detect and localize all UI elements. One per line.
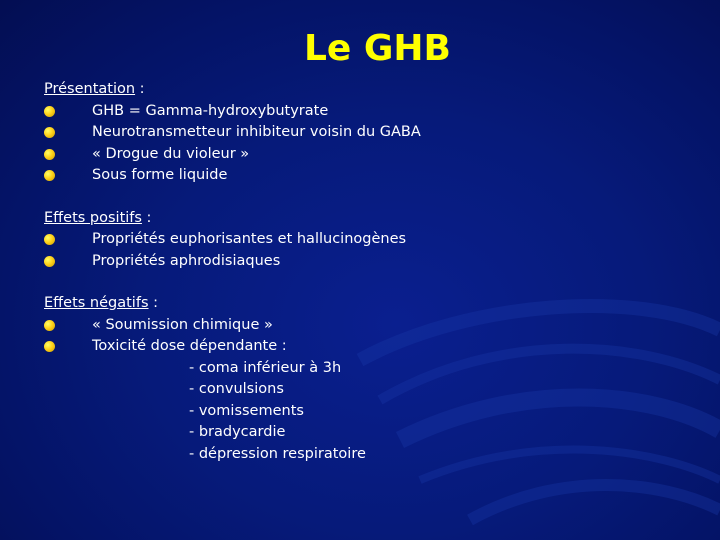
section-effets-negatifs xyxy=(44,293,684,465)
section-heading: Effets négatifs : xyxy=(44,295,158,311)
section-heading: Effets positifs : xyxy=(44,209,152,226)
bullet-icon xyxy=(44,256,55,267)
list-item: Sous forme liquide xyxy=(44,165,684,187)
bullet-icon xyxy=(44,149,55,160)
list-item: GHB = Gamma-hydroxybutyrate xyxy=(44,101,684,123)
bullet-icon xyxy=(44,106,55,117)
bullet-icon xyxy=(44,234,55,245)
bullet-icon xyxy=(44,320,55,331)
sub-list-item: - convulsions xyxy=(189,381,284,397)
list-item: Toxicité dose dépendante : xyxy=(44,336,684,358)
section-heading: Présentation : xyxy=(44,81,145,97)
sub-list-item: - coma inférieur à 3h xyxy=(189,359,342,376)
slide-title xyxy=(0,28,720,69)
list-item: Neurotransmetteur inhibiteur voisin du GABA xyxy=(44,122,684,144)
list-item: « Drogue du violeur » xyxy=(44,144,684,166)
bullet-icon xyxy=(44,127,55,138)
sub-list-item: - bradycardie xyxy=(189,424,286,440)
list-item: Propriétés aphrodisiaques xyxy=(44,251,684,273)
bullet-icon xyxy=(44,341,55,352)
section-effets-positifs xyxy=(44,208,684,273)
list-item: Propriétés euphorisantes et hallucinogènes xyxy=(44,229,684,251)
sub-list-item: - vomissements xyxy=(189,402,304,419)
sub-list-item: - dépression respiratoire xyxy=(189,445,366,462)
title-text: Le GHB xyxy=(303,28,451,69)
bullet-icon xyxy=(44,170,55,181)
list-item: « Soumission chimique » xyxy=(44,315,684,337)
slide-content xyxy=(44,79,684,486)
section-presentation xyxy=(44,79,684,187)
